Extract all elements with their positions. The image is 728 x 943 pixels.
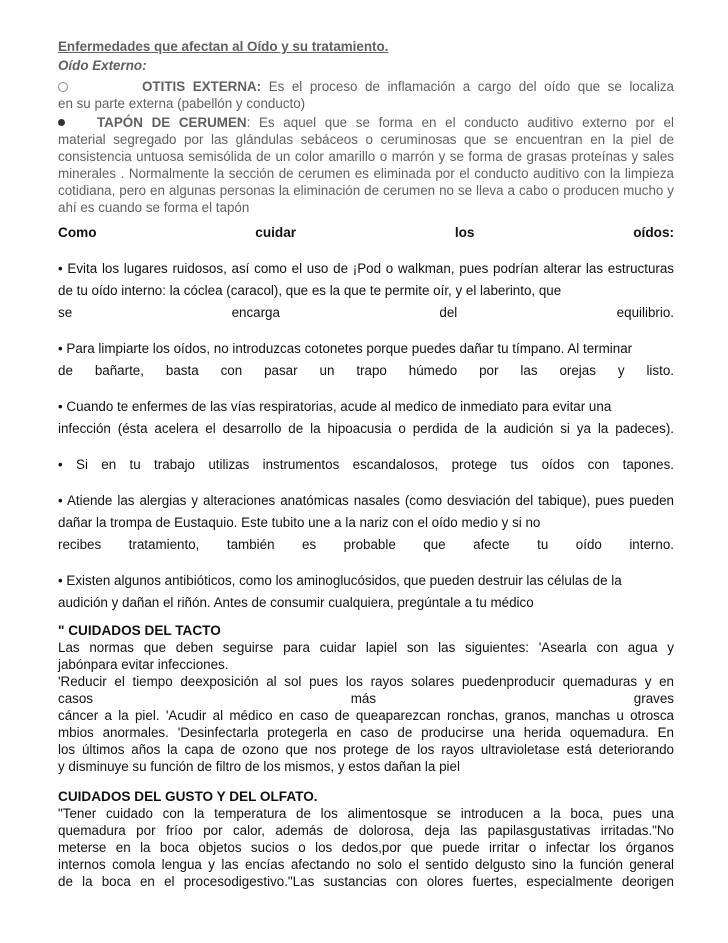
care-item-text: • Existen algunos antibióticos, como los aminoglucósidos, que pueden destruir las células de la	[58, 573, 622, 588]
otitis-text-1: Es el proceso de inflamación a cargo del oído que se localiza	[268, 79, 674, 94]
care-item-text: • Para limpiarte los oídos, no introduzcas cotonetes porque puedes dañar tu tímpano. Al terminar	[58, 341, 633, 356]
care-heading	[58, 223, 674, 242]
gusto-line: internos comola lengua y las encías afectando no solo el sentido delgusto sino la función general	[58, 857, 674, 872]
care-item	[58, 454, 674, 476]
filled-circle-bullet-icon	[58, 119, 65, 126]
tacto-line: Las normas que deben seguirse para cuidar lapiel son las siguientes: 'Asearla con agua y	[58, 640, 674, 655]
otitis-term: OTITIS EXTERNA:	[142, 79, 262, 94]
heading-word: cuidar	[255, 225, 297, 240]
otitis-paragraph	[58, 78, 674, 112]
care-item	[58, 570, 674, 614]
tacto-title: " CUIDADOS DEL TACTO	[58, 623, 221, 638]
heading-word: Como	[58, 225, 97, 240]
tacto-body	[58, 639, 674, 775]
tapon-paragraph	[58, 114, 674, 216]
heading-word: oídos:	[633, 225, 675, 240]
care-item	[58, 338, 674, 382]
document-page	[58, 38, 674, 903]
care-item-text: • Cuando te enfermes de las vías respiratorias, acude al medico de inmediato para evitar una	[58, 399, 612, 414]
tapon-term: TAPÓN DE CERUMEN	[97, 115, 247, 130]
care-item-text: • Atiende las alergias y alteraciones anatómicas nasales (como desviación del tabique), pues pueden dañar la trompa de Eustaquio. Este tubito une a la nariz con el oído medio y si no	[58, 493, 674, 530]
gusto-line: "Tener cuidado con la temperatura de los alimentosque se introducen a la boca, pues una	[58, 806, 674, 821]
gusto-body	[58, 805, 674, 890]
tacto-line: mbios anormales. 'Desinfectarla protegerla en caso de producirse una herida oquemadura. En	[58, 725, 674, 740]
care-item	[58, 490, 674, 556]
care-item-last-line: • Si en tu trabajo utilizas instrumentos escandalosos, protege tus oídos con tapones.	[58, 457, 674, 472]
section-subtitle: Oído Externo:	[58, 58, 147, 73]
gusto-line: meterse en la boca objetos sucios o los dedos,por que puede irritar o infectar los órganos	[58, 840, 674, 855]
open-circle-bullet-icon	[58, 82, 68, 92]
gusto-title: CUIDADOS DEL GUSTO Y DEL OLFATO.	[58, 789, 318, 804]
care-item-last-line: se encarga del equilibrio.	[58, 305, 674, 320]
gusto-line: quemadura por fríoo por calor, además de dolorosa, deja las papilasgustativas irritadas."No	[58, 823, 674, 838]
tacto-line: y disminuye su función de filtro de los mismos, y estos dañan la piel	[58, 759, 460, 774]
tapon-text-2: material segregado por las glándulas sebáceos o ceruminosas que se encuentran en la piel de consistencia untuosa semisólida de un color amarillo o marrón y se forma de grasas proteínas y sales minerales . Normalmente la sección de cerumen es eliminada por el conducto auditivo con la limpieza cotidiana, pero en algunas personas la eliminación de cerumen no se lleva a cabo o producen mucho y ahí es cuando se forma el tapón	[58, 132, 674, 215]
tacto-line: los últimos años la capa de ozono que nos protege de los rayos ultravioletase está deteriorando	[58, 742, 674, 757]
tapon-text-1: : Es aquel que se forma en el conducto auditivo externo por el	[246, 115, 674, 130]
care-item-text: • Evita los lugares ruidosos, así como el uso de ¡Pod o walkman, pues podrían alterar las estructuras de tu oído interno: la cóclea (caracol), que es la que te permite oír, y el laberinto, que	[58, 261, 674, 298]
tacto-line: cáncer a la piel. 'Acudir al médico en caso de queaparezcan ronchas, granos, manchas u otrosca	[58, 708, 674, 723]
care-item-last-line: infección (ésta acelera el desarrollo de la hipoacusia o perdida de la audición si ya la padeces).	[58, 421, 674, 436]
tacto-line: 'Reducir el tiempo deexposición al sol pues los rayos solares puedenproducir quemaduras y en	[58, 674, 674, 689]
tacto-line: casos más graves	[58, 691, 674, 706]
otitis-text-2: en su parte externa (pabellón y conducto)	[58, 96, 306, 111]
care-item-last-line: de bañarte, basta con pasar un trapo húmedo por las orejas y listo.	[58, 363, 674, 378]
care-item	[58, 258, 674, 324]
tacto-line: jabónpara evitar infecciones.	[58, 657, 229, 672]
care-item-last-line: recibes tratamiento, también es probable que afecte tu oído interno.	[58, 537, 674, 552]
care-item-last-line: audición y dañan el riñón. Antes de consumir cualquiera, pregúntale a tu médico	[58, 595, 534, 610]
document-title: Enfermedades que afectan al Oído y su tratamiento.	[58, 39, 389, 54]
heading-word: los	[454, 225, 475, 240]
gusto-line: de la boca en el procesodigestivo."Las sustancias con olores fuertes, especialmente deorigen	[58, 874, 674, 889]
care-item	[58, 396, 674, 440]
